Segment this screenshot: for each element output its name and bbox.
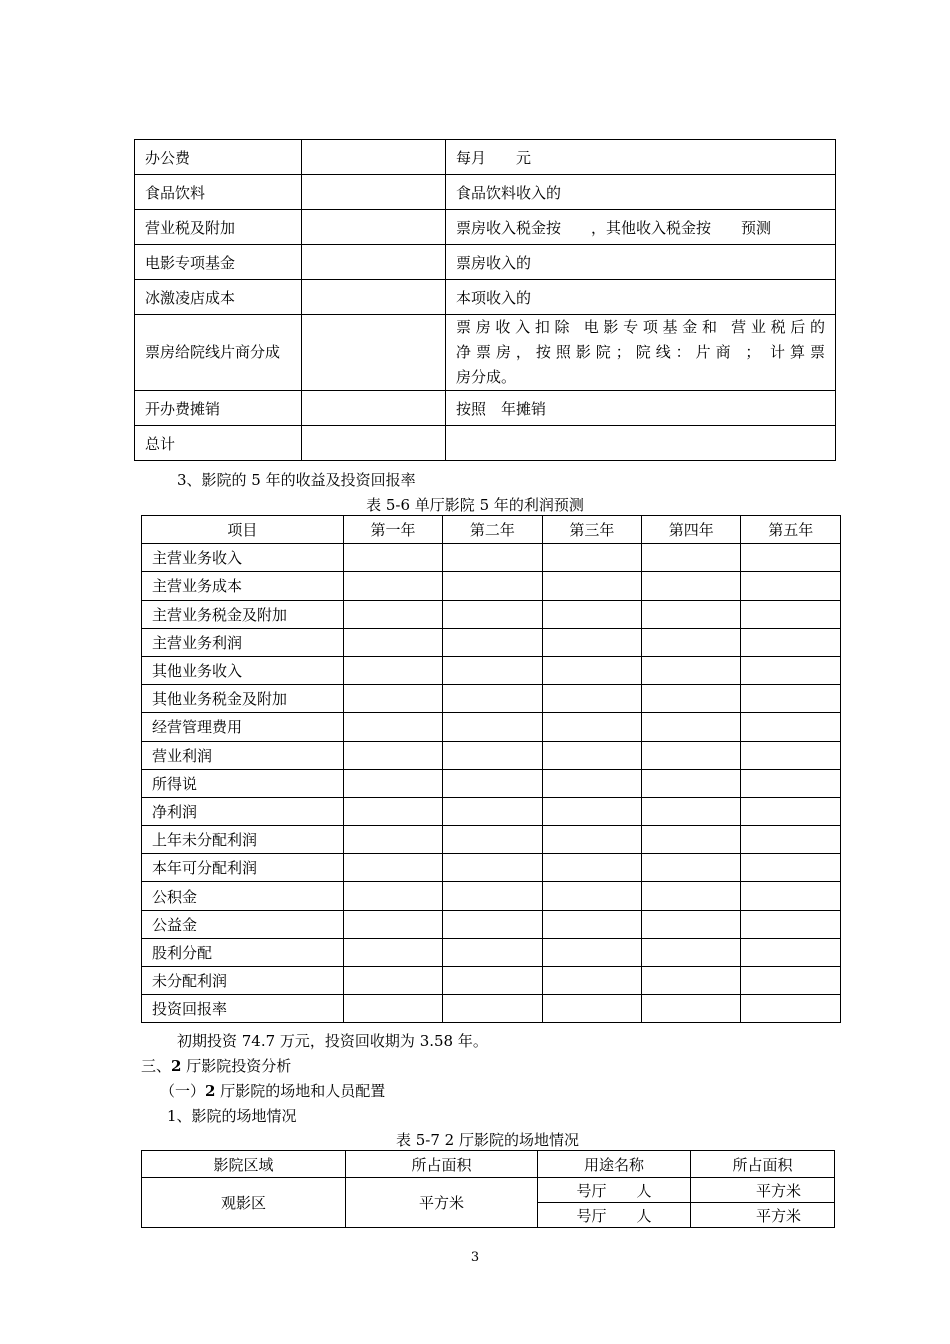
- header-cell: 所占面积: [346, 1151, 538, 1178]
- table-row: [142, 713, 841, 741]
- note-cell: 票房收入税金按 ，其他收入税金按 预测: [446, 210, 836, 245]
- row-label: 主营业务成本: [142, 572, 344, 600]
- header-cell: 第二年: [443, 516, 542, 544]
- note-line: 票房收入扣除 电影专项基金和 营业税后的: [456, 318, 825, 336]
- item-cell: 票房给院线片商分成: [135, 315, 302, 391]
- area-cell: 平方米: [691, 1178, 835, 1203]
- row-label: 上年未分配利润: [142, 826, 344, 854]
- table-row: [142, 797, 841, 825]
- header-cell: 第三年: [542, 516, 641, 544]
- value-cell: [302, 175, 446, 210]
- table-row: [142, 938, 841, 966]
- row-label: 公积金: [142, 882, 344, 910]
- item-cell: 开办费摊销: [135, 391, 302, 426]
- use-cell: 号厅 人: [538, 1178, 691, 1203]
- table-row: [142, 572, 841, 600]
- table-row: [135, 315, 836, 391]
- value-cell: [302, 140, 446, 175]
- value-cell: [302, 245, 446, 280]
- header-cell: 第五年: [741, 516, 841, 544]
- item-cell: 办公费: [135, 140, 302, 175]
- area-name-cell: 观影区: [142, 1178, 346, 1228]
- header-cell: 所占面积: [691, 1151, 835, 1178]
- table-row: [135, 426, 836, 461]
- table-row: [142, 882, 841, 910]
- row-label: 其他业务税金及附加: [142, 685, 344, 713]
- table-row: [142, 741, 841, 769]
- note-cell: 票房收入的: [446, 245, 836, 280]
- item-cell: 营业税及附加: [135, 210, 302, 245]
- table-caption: 表 5-7 2 厅影院的场地情况: [395, 1131, 579, 1149]
- section-heading: 三、2 厅影院投资分析: [141, 1057, 292, 1075]
- header-cell: 第四年: [642, 516, 741, 544]
- note-cell: [446, 426, 836, 461]
- row-label: 主营业务利润: [142, 628, 344, 656]
- row-label: 公益金: [142, 910, 344, 938]
- note-cell: 本项收入的: [446, 280, 836, 315]
- header-cell: 影院区域: [142, 1151, 346, 1178]
- item-cell: 总计: [135, 426, 302, 461]
- table-row: [142, 600, 841, 628]
- row-label: 所得说: [142, 769, 344, 797]
- note-cell: 按照 年摊销: [446, 391, 836, 426]
- item-cell: 冰激凌店成本: [135, 280, 302, 315]
- item-cell: 电影专项基金: [135, 245, 302, 280]
- note-cell: 食品饮料收入的: [446, 175, 836, 210]
- investment-note: 初期投资 74.7 万元，投资回收期为 3.58 年。: [177, 1032, 488, 1050]
- row-label: 投资回报率: [142, 995, 344, 1023]
- table-row: [135, 175, 836, 210]
- table-row: [135, 245, 836, 280]
- section-heading: 3、影院的 5 年的收益及投资回报率: [177, 471, 416, 489]
- value-cell: [302, 391, 446, 426]
- item-cell: 食品饮料: [135, 175, 302, 210]
- table-row: [142, 854, 841, 882]
- table-row: [135, 210, 836, 245]
- table-row: [135, 391, 836, 426]
- venue-table: [141, 1150, 835, 1228]
- row-label: 股利分配: [142, 938, 344, 966]
- table-row: [142, 826, 841, 854]
- row-label: 经营管理费用: [142, 713, 344, 741]
- table-row: [142, 1178, 835, 1203]
- value-cell: [302, 426, 446, 461]
- table-row: [142, 685, 841, 713]
- item-heading: 1、影院的场地情况: [167, 1107, 297, 1125]
- row-label: 其他业务收入: [142, 656, 344, 684]
- note-cell: [446, 315, 836, 391]
- table-header-row: [142, 516, 841, 544]
- use-cell: 号厅 人: [538, 1203, 691, 1228]
- table-row: [135, 140, 836, 175]
- row-label: 本年可分配利润: [142, 854, 344, 882]
- row-label: 主营业务税金及附加: [142, 600, 344, 628]
- header-cell: 项目: [142, 516, 344, 544]
- row-label: 主营业务收入: [142, 544, 344, 572]
- value-cell: [302, 210, 446, 245]
- cost-table: [134, 139, 836, 461]
- page-number: 3: [470, 1250, 480, 1265]
- table-row: [142, 656, 841, 684]
- profit-table: [141, 515, 841, 1023]
- header-cell: 用途名称: [538, 1151, 691, 1178]
- table-caption: 表 5-6 单厅影院 5 年的利润预测: [366, 496, 584, 514]
- row-label: 净利润: [142, 797, 344, 825]
- table-header-row: [142, 1151, 835, 1178]
- table-row: [135, 280, 836, 315]
- value-cell: [302, 315, 446, 391]
- table-row: [142, 967, 841, 995]
- note-line: 房分成。: [456, 368, 517, 386]
- value-cell: [302, 280, 446, 315]
- table-row: [142, 544, 841, 572]
- note-line: 净票房，按照影院；院线：片商 ； 计算票: [456, 343, 825, 361]
- row-label: 营业利润: [142, 741, 344, 769]
- subsection-heading: （一）2 厅影院的场地和人员配置: [160, 1082, 386, 1100]
- row-label: 未分配利润: [142, 967, 344, 995]
- header-cell: 第一年: [343, 516, 442, 544]
- area-cell: 平方米: [691, 1203, 835, 1228]
- note-cell: 每月 元: [446, 140, 836, 175]
- table-row: [142, 769, 841, 797]
- table-row: [142, 628, 841, 656]
- area-value-cell: 平方米: [346, 1178, 538, 1228]
- table-row: [142, 910, 841, 938]
- table-row: [142, 995, 841, 1023]
